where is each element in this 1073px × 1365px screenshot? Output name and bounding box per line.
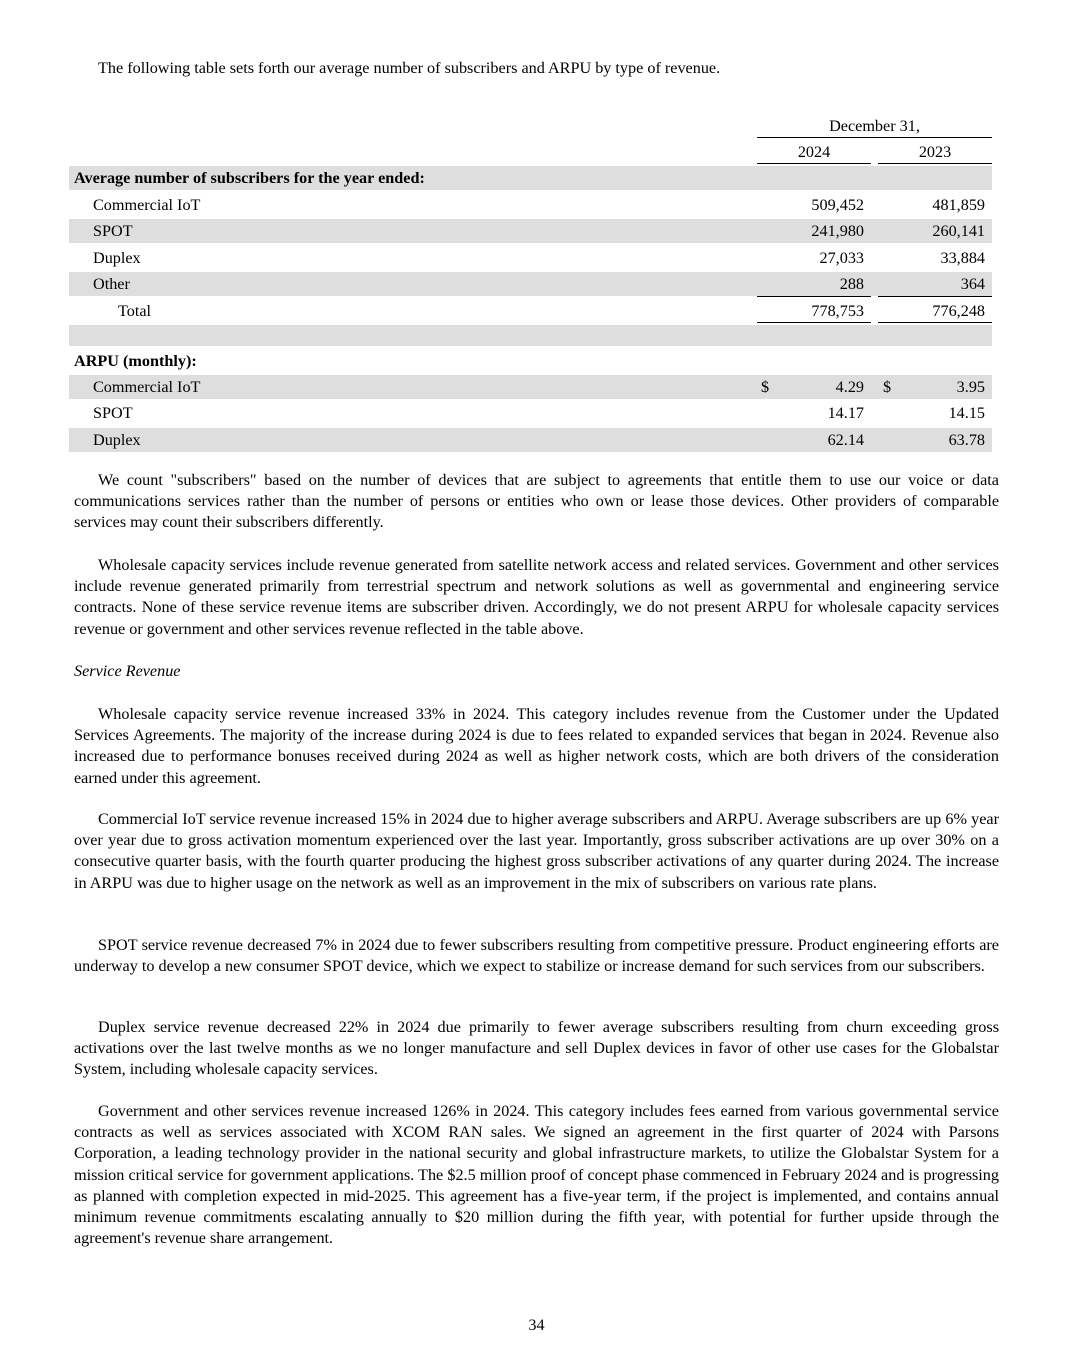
year-rule-2024 <box>757 163 871 164</box>
currency-symbol-2024: $ <box>761 378 770 396</box>
value-2023: 33,884 <box>940 249 985 267</box>
table-row <box>69 219 992 243</box>
arpu-heading-row <box>69 349 992 373</box>
total-2023: 776,248 <box>932 302 985 320</box>
value-2024: 14.17 <box>827 404 864 422</box>
row-label: SPOT <box>93 222 133 240</box>
section-heading: Service Revenue <box>74 662 181 680</box>
row-label: SPOT <box>93 404 133 422</box>
spacer-row <box>69 325 992 346</box>
year-header-2023: 2023 <box>918 143 952 161</box>
year-rule-2023 <box>878 163 992 164</box>
wholesale-definition-paragraph: Wholesale capacity services include revenue generated from satellite network access and related services. Government and other services include revenue generated primarily from terrestrial spectrum and network solutions as well as governmental and engineering service contracts. None of these service revenue items are subscriber driven. Accordingly, we do not present ARPU for wholesale capacity services revenue or government and other services revenue reflected in the table above. <box>74 556 999 638</box>
row-label: Duplex <box>93 249 141 267</box>
value-2024: 241,980 <box>811 222 864 240</box>
row-label: Duplex <box>93 431 141 449</box>
currency-symbol-2023: $ <box>883 378 892 396</box>
value-2023: 3.95 <box>956 378 985 396</box>
value-2024: 509,452 <box>811 196 864 214</box>
duplex-revenue-paragraph: Duplex service revenue decreased 22% in 2024 due primarily to fewer average subscribers resulting from churn exceeding gross activations over the last twelve months as we no longer manufacture and sell Duplex devices in favor of other use cases for the Globalstar System, including wholesale capacity services. <box>74 1018 999 1079</box>
table-row <box>69 272 992 296</box>
iot-revenue-paragraph: Commercial IoT service revenue increased 15% in 2024 due to higher average subscribers and ARPU. Average subscribers are up 6% year over year due to gross activation momentum experienced over the last year. Importantly, gross subscriber activations are up over 30% on a consecutive quarter basis, with the fourth quarter producing the highest gross subscriber activations of any quarter during 2024. The increase in ARPU was due to higher usage on the network as well as an improvement in the mix of subscribers on various rate plans. <box>74 810 999 892</box>
table-intro: The following table sets forth our average number of subscribers and ARPU by type of revenue. <box>98 59 721 77</box>
value-2023: 260,141 <box>932 222 985 240</box>
row-label: Commercial IoT <box>93 196 201 214</box>
wholesale-revenue-paragraph: Wholesale capacity service revenue increased 33% in 2024. This category includes revenue from the Customer under the Updated Services Agreements. The majority of the increase during 2024 is due to fees related to expanded services that began in 2024. Revenue also increased due to performance bonuses received during 2024 as well as higher network costs, which are both drivers of the consideration earned under this agreement. <box>74 705 999 787</box>
table-row <box>69 401 992 425</box>
total-double-rule-2023 <box>878 322 992 323</box>
subtotal-rule-2023 <box>878 296 992 297</box>
row-label: Commercial IoT <box>93 378 201 396</box>
table-row <box>69 246 992 270</box>
total-2024: 778,753 <box>811 302 864 320</box>
table-row <box>69 428 992 452</box>
subtotal-rule-2024 <box>757 296 871 297</box>
subscribers-heading: Average number of subscribers for the year ended: <box>74 169 425 187</box>
table-row <box>69 193 992 217</box>
subscribers-heading-row <box>69 166 992 190</box>
value-2023: 63.78 <box>948 431 985 449</box>
table-row <box>69 375 992 399</box>
subscribers-definition-paragraph: We count "subscribers" based on the number of devices that are subject to agreements that entitle them to use our voice or data communications services rather than the number of persons or entities who own or lease those devices. Other providers of comparable services may count their subscribers differently. <box>74 471 999 532</box>
value-2024: 288 <box>839 275 864 293</box>
spot-revenue-paragraph: SPOT service revenue decreased 7% in 2024 due to fewer subscribers resulting from competitive pressure. Product engineering efforts are underway to develop a new consumer SPOT device, which we expect to stabilize or increase demand for such services from our subscribers. <box>74 936 999 976</box>
year-header-2024: 2024 <box>797 143 831 161</box>
value-2023: 481,859 <box>932 196 985 214</box>
value-2024: 4.29 <box>835 378 864 396</box>
government-revenue-paragraph: Government and other services revenue increased 126% in 2024. This category includes fees earned from various governmental service contracts as well as services associated with XCOM RAN sales. We signed an agreement in the first quarter of 2024 with Parsons Corporation, a leading technology provider in the national security and global infrastructure markets, to utilize the Globalstar System for a mission critical service for government applications. The $2.5 million proof of concept phase commenced in February 2024 and is progressing as planned with completion expected in mid-2025. This agreement has a five-year term, if the project is implemented, and contains annual minimum revenue commitments escalating annually to $20 million during the fifth year, with potential for further upside through the agreement's revenue share arrangement. <box>74 1102 999 1248</box>
value-2024: 62.14 <box>827 431 864 449</box>
value-2023: 14.15 <box>948 404 985 422</box>
total-label: Total <box>118 302 152 320</box>
page-number: 34 <box>528 1316 545 1334</box>
total-row <box>69 299 992 323</box>
row-label: Other <box>93 275 130 293</box>
period-header-rule <box>757 137 992 138</box>
total-double-rule-2024 <box>757 322 871 323</box>
period-header: December 31, <box>829 117 920 135</box>
arpu-heading: ARPU (monthly): <box>74 352 197 370</box>
value-2023: 364 <box>960 275 985 293</box>
value-2024: 27,033 <box>819 249 864 267</box>
